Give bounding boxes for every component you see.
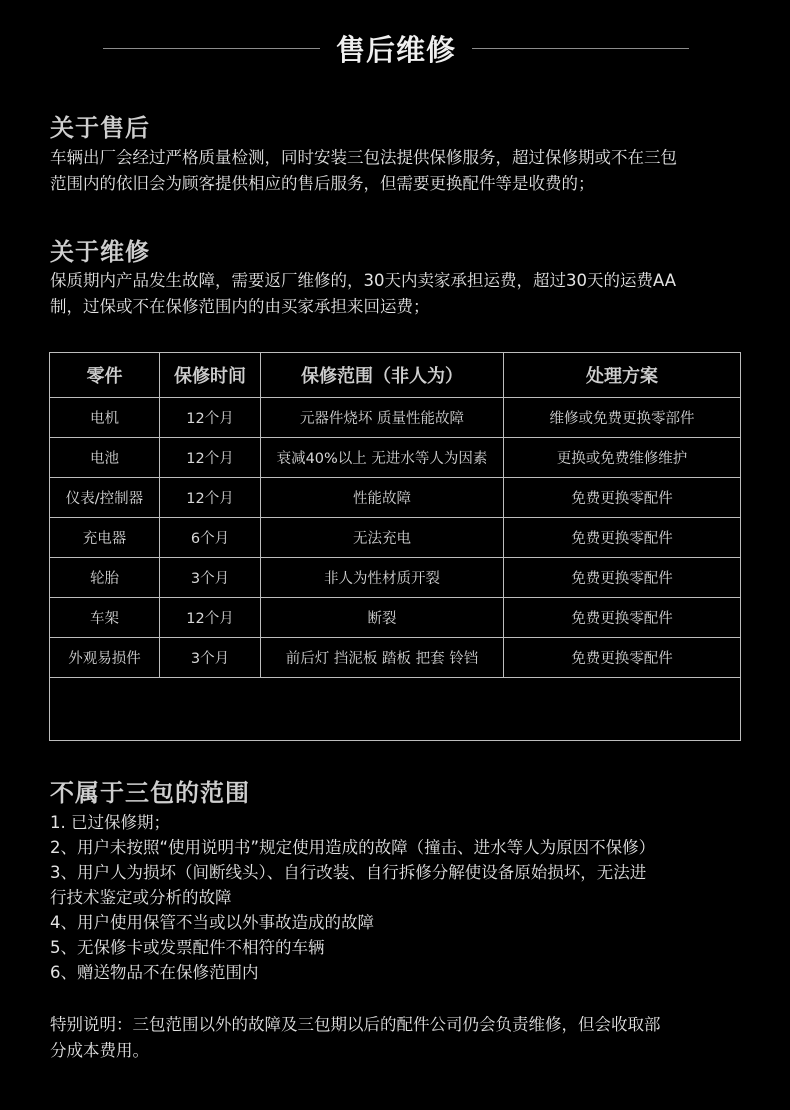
cell-part: 充电器 (50, 518, 160, 558)
cell-solution: 免费更换零配件 (504, 478, 741, 518)
cell-part: 车架 (50, 598, 160, 638)
section-heading-exclusions: 不属于三包的范围 (50, 779, 250, 807)
title-divider-right (472, 48, 689, 49)
column-header-part: 零件 (50, 353, 160, 398)
list-item: 2、用户未按照“使用说明书”规定使用造成的故障（撞击、进水等人为原因不保修） (50, 838, 656, 857)
cell-solution: 免费更换零配件 (504, 558, 741, 598)
paragraph-line: 保质期内产品发生故障，需要返厂维修的，30天内卖家承担运费，超过30天的运费AA (50, 271, 677, 290)
title-divider-left (103, 48, 320, 49)
list-item: 6、赠送物品不在保修范围内 (50, 963, 259, 982)
page-header (0, 22, 790, 72)
special-note (50, 1012, 750, 1064)
cell-period: 12个月 (160, 398, 261, 438)
list-item: 3、用户人为损坏（间断线头）、自行改装、自行拆修分解使设备原始损坏，无法进 (50, 863, 647, 882)
list-item: 1. 已过保修期； (50, 813, 170, 832)
cell-period: 6个月 (160, 518, 261, 558)
after-sales-paragraph (50, 145, 750, 197)
column-header-period: 保修时间 (160, 353, 261, 398)
paragraph-line: 范围内的依旧会为顾客提供相应的售后服务，但需要更换配件等是收费的； (50, 174, 595, 193)
warranty-table (49, 352, 741, 741)
cell-period: 12个月 (160, 598, 261, 638)
table-row (50, 518, 741, 558)
cell-scope: 衰减40%以上 无进水等人为因素 (261, 438, 504, 478)
cell-solution: 免费更换零配件 (504, 598, 741, 638)
cell-solution: 免费更换零配件 (504, 518, 741, 558)
table-row (50, 558, 741, 598)
table-empty-row (50, 678, 741, 741)
cell-solution: 更换或免费维修维护 (504, 438, 741, 478)
cell-solution: 免费更换零配件 (504, 638, 741, 678)
section-heading-repair: 关于维修 (50, 238, 150, 266)
cell-part: 仪表/控制器 (50, 478, 160, 518)
page-title: 售后维修 (335, 33, 456, 67)
paragraph-line: 车辆出厂会经过严格质量检测，同时安装三包法提供保修服务，超过保修期或不在三包 (50, 148, 677, 167)
table-row (50, 438, 741, 478)
table-row (50, 398, 741, 438)
paragraph-line: 制，过保或不在保修范围内的由买家承担来回运费； (50, 297, 430, 316)
repair-paragraph (50, 268, 750, 320)
cell-part: 轮胎 (50, 558, 160, 598)
list-item: 5、无保修卡或发票配件不相符的车辆 (50, 938, 325, 957)
cell-scope: 前后灯 挡泥板 踏板 把套 铃铛 (261, 638, 504, 678)
column-header-solution: 处理方案 (504, 353, 741, 398)
table-row (50, 638, 741, 678)
section-heading-after-sales: 关于售后 (50, 114, 150, 142)
list-item: 4、用户使用保管不当或以外事故造成的故障 (50, 913, 374, 932)
cell-scope: 性能故障 (261, 478, 504, 518)
cell-solution: 维修或免费更换零部件 (504, 398, 741, 438)
column-header-scope: 保修范围（非人为） (261, 353, 504, 398)
note-line: 特别说明：三包范围以外的故障及三包期以后的配件公司仍会负责维修，但会收取部 (50, 1015, 661, 1034)
cell-scope: 非人为性材质开裂 (261, 558, 504, 598)
cell-scope: 无法充电 (261, 518, 504, 558)
table-header-row (50, 353, 741, 398)
cell-part: 电机 (50, 398, 160, 438)
exclusions-list (50, 810, 750, 985)
cell-scope: 断裂 (261, 598, 504, 638)
table-row (50, 478, 741, 518)
cell-part: 电池 (50, 438, 160, 478)
cell-scope: 元器件烧坏 质量性能故障 (261, 398, 504, 438)
cell-period: 12个月 (160, 478, 261, 518)
cell-period: 3个月 (160, 638, 261, 678)
note-line: 分成本费用。 (50, 1041, 149, 1060)
empty-cell (50, 678, 741, 741)
cell-period: 12个月 (160, 438, 261, 478)
cell-period: 3个月 (160, 558, 261, 598)
list-item: 行技术鉴定或分析的故障 (50, 888, 232, 907)
table-row (50, 598, 741, 638)
cell-part: 外观易损件 (50, 638, 160, 678)
